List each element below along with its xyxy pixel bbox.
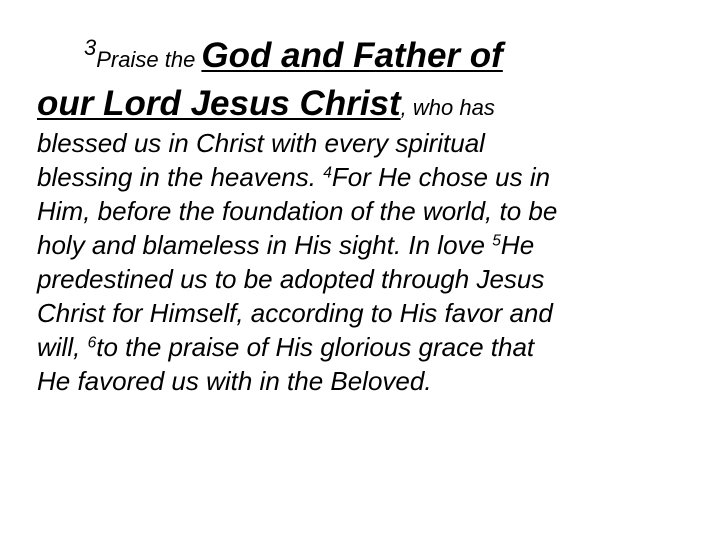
- body-line: [37, 332, 534, 363]
- body-line: [37, 298, 553, 329]
- body-text: Him, before the foundation of the world, to be: [37, 196, 558, 226]
- verse-number: 6: [87, 334, 97, 352]
- body-text: Christ for Himself, according to His favor and: [37, 298, 553, 328]
- body-line: [37, 128, 485, 159]
- body-line: [37, 230, 534, 261]
- body-text: will,: [37, 332, 88, 362]
- body-line: [37, 366, 432, 397]
- body-line: [37, 264, 544, 295]
- body-text: He: [500, 230, 535, 260]
- body-text: to the praise of His glorious grace that: [96, 332, 535, 362]
- body-text: blessed us in Christ with every spiritual: [37, 128, 485, 158]
- passage-line-2: [37, 84, 495, 124]
- line-2-small-text: , who has: [400, 95, 495, 120]
- line-1-big-text: God and Father of: [201, 36, 503, 75]
- body-text: holy and blameless in His sight. In love: [37, 230, 493, 260]
- body-text: For He chose us in: [331, 162, 551, 192]
- verse-number: 5: [492, 232, 501, 250]
- body-line: [37, 162, 550, 193]
- passage-line-1: [84, 36, 503, 76]
- body-text: blessing in the heavens.: [37, 162, 324, 192]
- body-text: predestined us to be adopted through Jesus: [37, 264, 545, 294]
- line-2-big-text: our Lord Jesus Christ: [37, 84, 401, 123]
- body-text: He favored us with in the Beloved.: [37, 366, 432, 396]
- verse-number: 3: [84, 34, 97, 60]
- verse-number: 4: [323, 164, 332, 182]
- body-line: [37, 196, 557, 227]
- line-1-small-text: Praise the: [96, 47, 202, 72]
